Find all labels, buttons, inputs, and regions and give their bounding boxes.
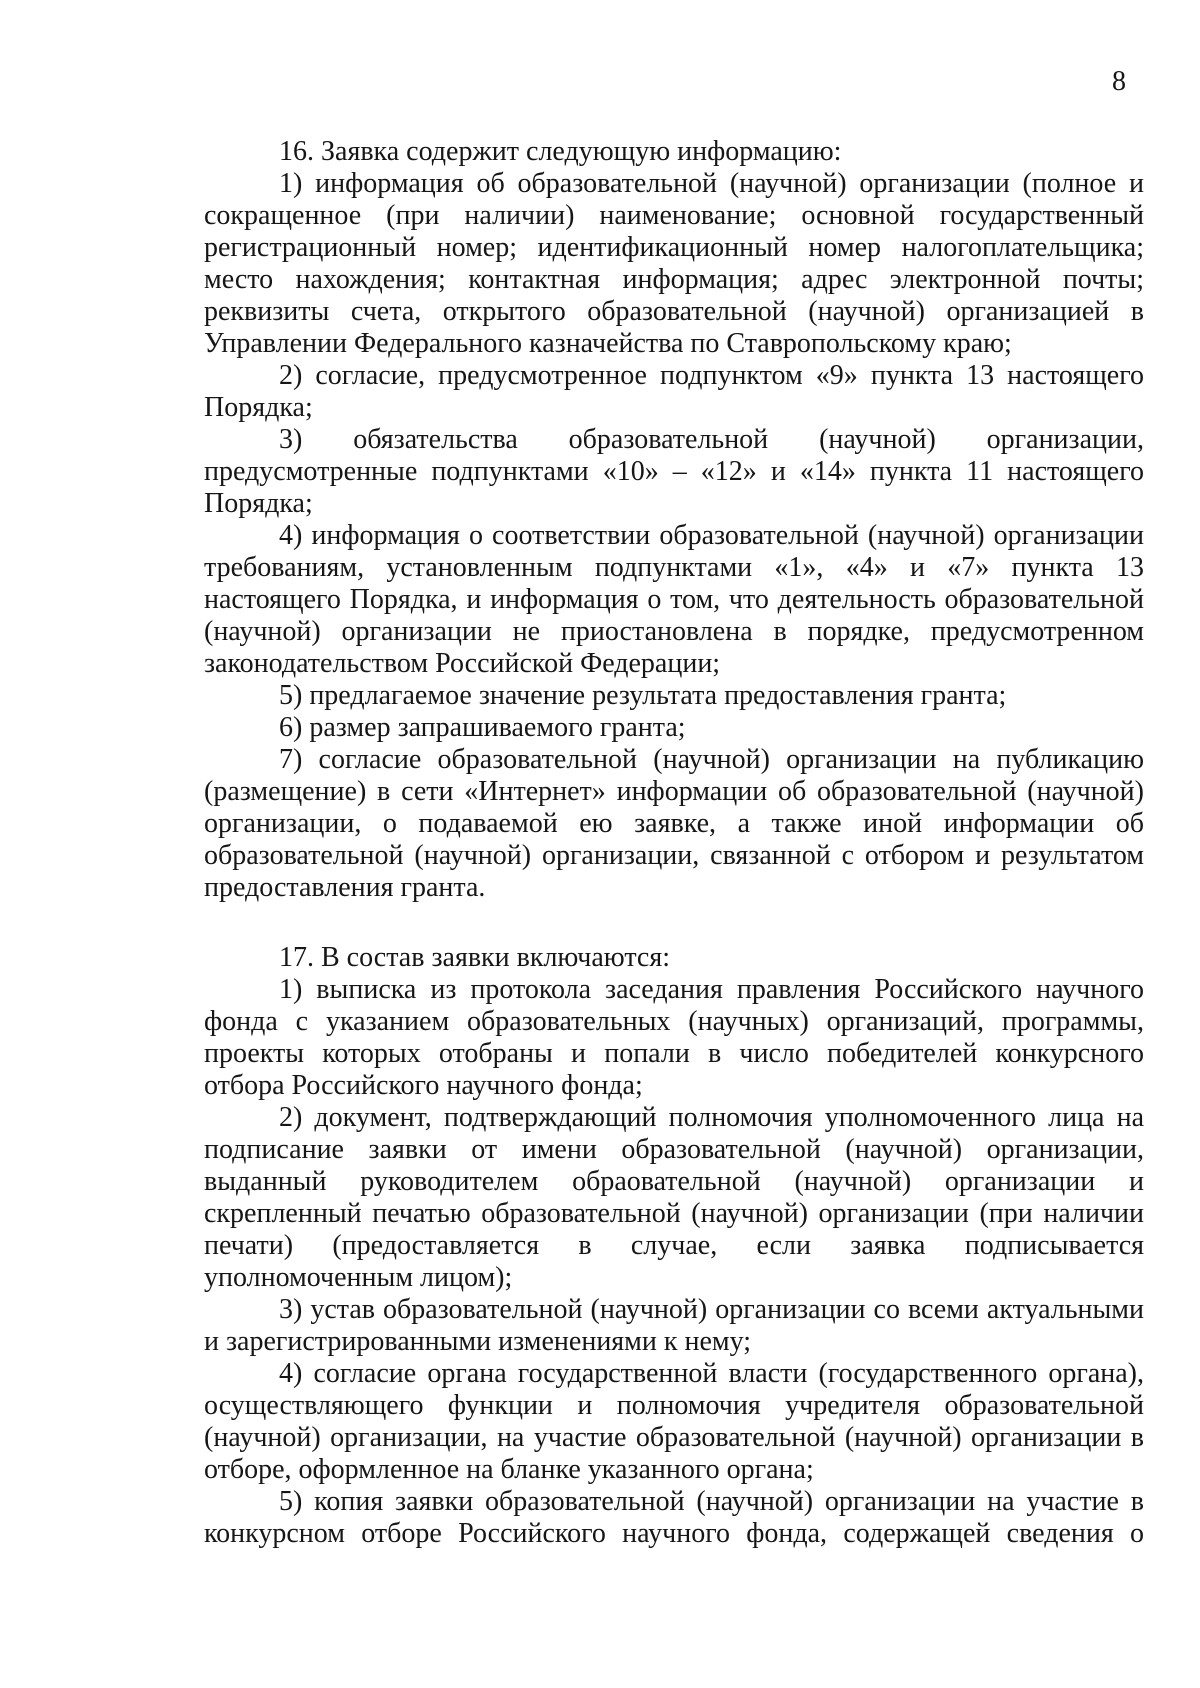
text-line: 5) копия заявки образовательной (научной) организации на участие в <box>279 1486 1144 1517</box>
text-line: 17. В состав заявки включаются: <box>279 942 671 973</box>
text-line: 16. Заявка содержит следующую информацию: <box>279 136 842 167</box>
text-line: настоящего Порядка, и информация о том, что деятельность образовательной <box>204 584 1144 615</box>
text-line: 7) согласие образовательной (научной) организации на публикацию <box>279 744 1144 775</box>
document-body <box>204 136 1144 1550</box>
text-line: отбора Российского научного фонда; <box>204 1070 643 1101</box>
text-line: 2) согласие, предусмотренное подпунктом «9» пункта 13 настоящего <box>279 360 1144 391</box>
text-line: 4) согласие органа государственной власти (государственного органа), <box>279 1358 1144 1389</box>
text-line: (научной) организации не приостановлена в порядке, предусмотренном <box>204 616 1144 647</box>
text-line: конкурсном отборе Российского научного фонда, содержащей сведения о <box>204 1518 1144 1549</box>
text-line: 3) обязательства образовательной (научной) организации, <box>279 424 1144 455</box>
text-line: законодательством Российской Федерации; <box>204 648 721 679</box>
text-line: требованиям, установленным подпунктами «1», «4» и «7» пункта 13 <box>204 552 1144 583</box>
text-line: и зарегистрированными изменениями к нему; <box>204 1326 752 1357</box>
text-line: образовательной (научной) организации, связанной с отбором и результатом <box>204 840 1144 871</box>
text-line: 2) документ, подтверждающий полномочия уполномоченного лица на <box>279 1102 1144 1133</box>
text-line: место нахождения; контактная информация; адрес электронной почты; <box>204 264 1144 295</box>
text-line: проекты которых отобраны и попали в число победителей конкурсного <box>204 1038 1144 1069</box>
text-line: печати) (предоставляется в случае, если заявка подписывается <box>204 1230 1144 1261</box>
text-line: предусмотренные подпунктами «10» – «12» и «14» пункта 11 настоящего <box>204 456 1144 487</box>
text-line: фонда с указанием образовательных (научных) организаций, программы, <box>204 1006 1144 1037</box>
text-line: 5) предлагаемое значение результата предоставления гранта; <box>279 680 1007 711</box>
text-line: отборе, оформленное на бланке указанного органа; <box>204 1454 814 1485</box>
text-line: 1) информация об образовательной (научной) организации (полное и <box>279 168 1144 199</box>
text-line: реквизиты счета, открытого образовательной (научной) организацией в <box>204 296 1144 327</box>
text-line: 1) выписка из протокола заседания правления Российского научного <box>279 974 1144 1005</box>
text-line: регистрационный номер; идентификационный номер налогоплательщика; <box>204 232 1144 263</box>
text-line: подписание заявки от имени образовательной (научной) организации, <box>204 1134 1144 1165</box>
page-number: 8 <box>1112 66 1126 97</box>
text-line: 6) размер запрашиваемого гранта; <box>279 712 686 743</box>
text-line: осуществляющего функции и полномочия учредителя образовательной <box>204 1390 1144 1421</box>
text-line: скрепленный печатью образовательной (научной) организации (при наличии <box>204 1198 1144 1229</box>
text-line: предоставления гранта. <box>204 872 486 903</box>
text-line: уполномоченным лицом); <box>204 1262 513 1293</box>
text-line: организации, о подаваемой ею заявке, а также иной информации об <box>204 808 1144 839</box>
text-line: Порядка; <box>204 488 313 519</box>
text-line: (размещение) в сети «Интернет» информации об образовательной (научной) <box>204 776 1144 807</box>
text-line: Управлении Федерального казначейства по Ставропольскому краю; <box>204 328 1012 359</box>
text-line: (научной) организации, на участие образовательной (научной) организации в <box>204 1422 1144 1453</box>
text-line: 4) информация о соответствии образовательной (научной) организации <box>279 520 1144 551</box>
paragraph-gap <box>204 904 1144 942</box>
text-line: сокращенное (при наличии) наименование; основной государственный <box>204 200 1144 231</box>
text-line: выданный руководителем обраовательной (научной) организации и <box>204 1166 1144 1197</box>
text-line: 3) устав образовательной (научной) организации со всеми актуальными <box>279 1294 1144 1325</box>
text-line: Порядка; <box>204 392 313 423</box>
